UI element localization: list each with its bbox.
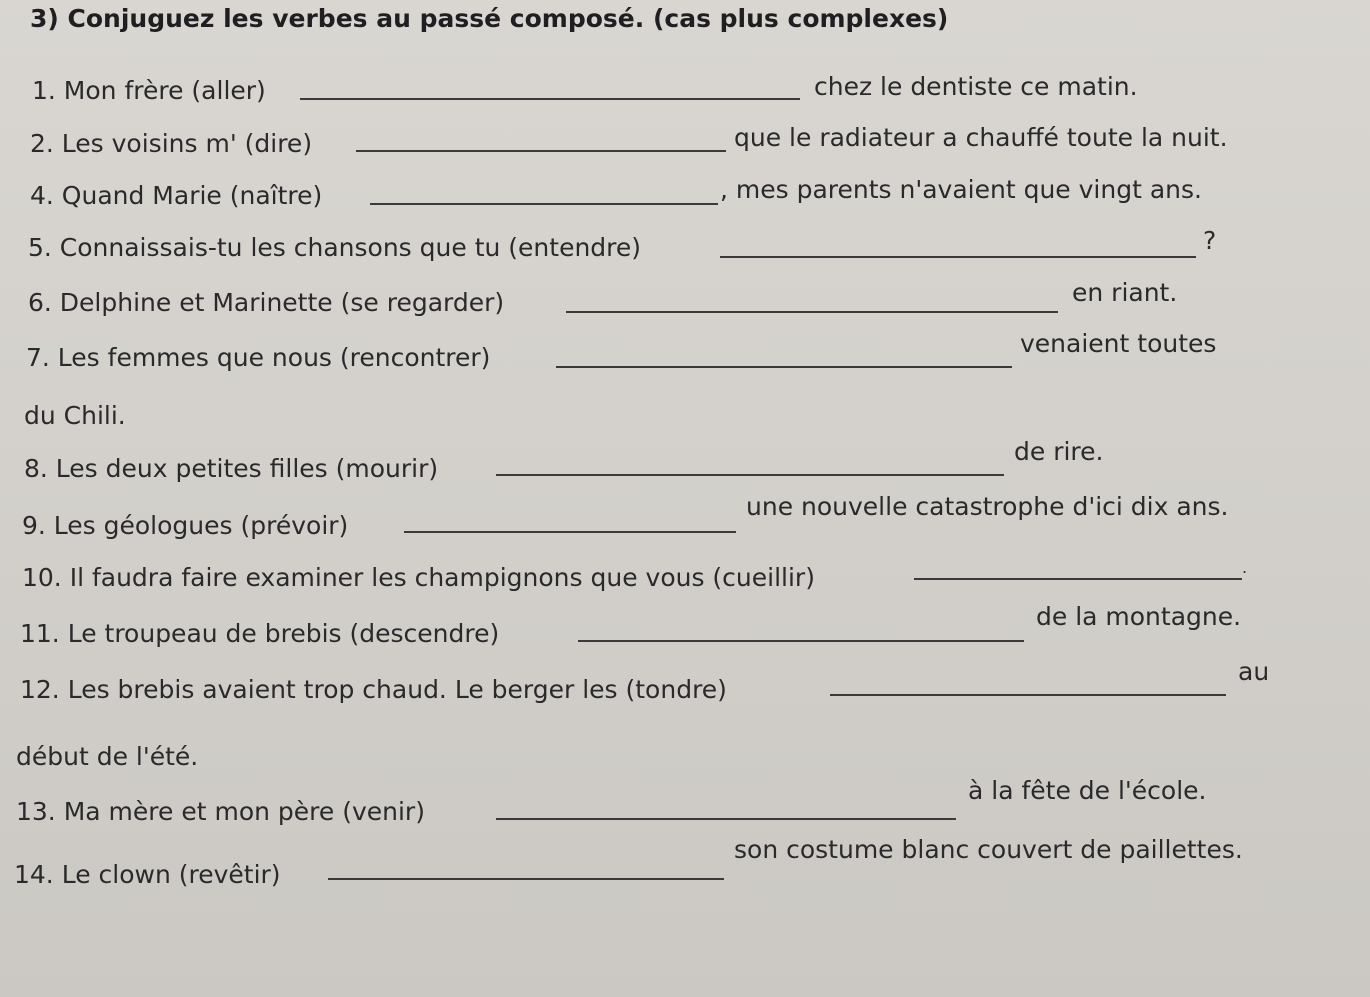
item-lead: 5. Connaissais-tu les chansons que tu (entendre) (28, 233, 642, 262)
answer-blank[interactable] (914, 578, 1242, 580)
answer-blank[interactable] (370, 203, 718, 205)
item-lead: 1. Mon frère (aller) (32, 76, 266, 105)
item-tail: à la fête de l'école. (968, 776, 1207, 805)
item-tail: , mes parents n'avaient que vingt ans. (720, 175, 1202, 204)
item-lead: 4. Quand Marie (naître) (30, 181, 323, 210)
answer-blank[interactable] (328, 878, 724, 880)
exercise-title: 3) Conjuguez les verbes au passé composé. (cas plus complexes) (30, 4, 949, 33)
item-tail: son costume blanc couvert de paillettes. (734, 835, 1243, 864)
answer-blank[interactable] (578, 640, 1024, 642)
item-continuation: début de l'été. (16, 742, 199, 771)
item-lead: 13. Ma mère et mon père (venir) (16, 797, 425, 826)
item-tail: ? (1203, 226, 1217, 255)
item-tail: venaient toutes (1020, 329, 1217, 358)
item-tail: en riant. (1072, 278, 1178, 307)
item-tail: que le radiateur a chauffé toute la nuit. (734, 123, 1228, 152)
item-lead: 9. Les géologues (prévoir) (22, 511, 349, 540)
answer-blank[interactable] (830, 694, 1226, 696)
item-lead: 10. Il faudra faire examiner les champignons que vous (cueillir) (22, 563, 815, 592)
answer-blank[interactable] (404, 531, 736, 533)
answer-blank[interactable] (720, 256, 1196, 258)
item-tail: au (1238, 657, 1270, 686)
item-continuation: du Chili. (24, 401, 126, 430)
item-tail: . (1242, 558, 1248, 577)
answer-blank[interactable] (496, 474, 1004, 476)
answer-blank[interactable] (300, 98, 800, 100)
answer-blank[interactable] (356, 150, 726, 152)
item-lead: 14. Le clown (revêtir) (14, 860, 281, 889)
item-lead: 11. Le troupeau de brebis (descendre) (20, 619, 500, 648)
answer-blank[interactable] (556, 366, 1012, 368)
item-lead: 2. Les voisins m' (dire) (30, 129, 313, 158)
item-tail: de rire. (1014, 437, 1104, 466)
item-tail: une nouvelle catastrophe d'ici dix ans. (746, 492, 1229, 521)
answer-blank[interactable] (566, 311, 1058, 313)
item-lead: 6. Delphine et Marinette (se regarder) (28, 288, 505, 317)
item-tail: de la montagne. (1036, 602, 1242, 631)
item-lead: 7. Les femmes que nous (rencontrer) (26, 343, 491, 372)
item-tail: chez le dentiste ce matin. (814, 72, 1138, 101)
item-lead: 8. Les deux petites filles (mourir) (24, 454, 439, 483)
item-lead: 12. Les brebis avaient trop chaud. Le berger les (tondre) (20, 675, 727, 704)
answer-blank[interactable] (496, 818, 956, 820)
